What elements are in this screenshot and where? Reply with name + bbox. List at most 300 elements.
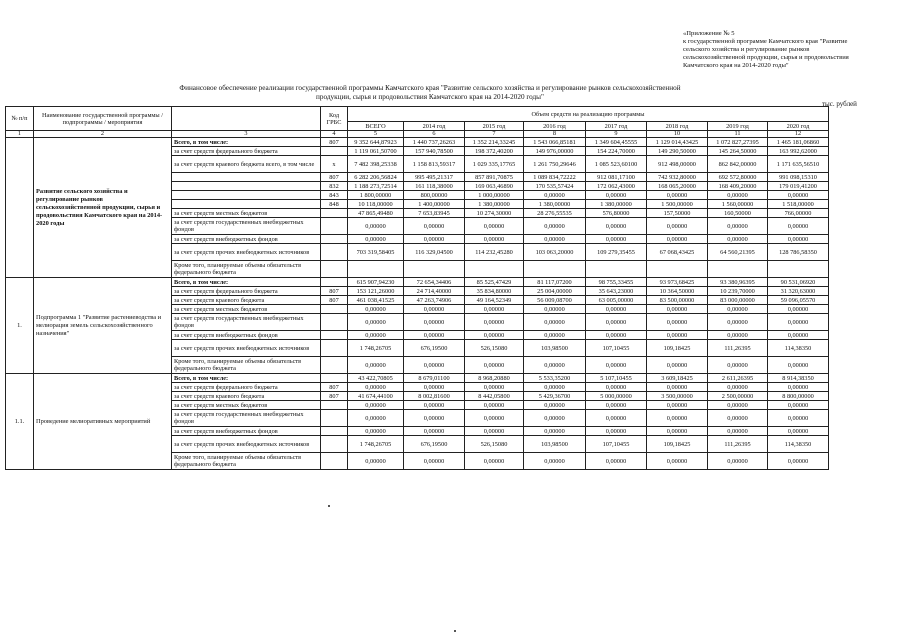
appendix-line: сельскохозяйственной продукции, сырья и продовольствия: [683, 54, 849, 61]
amount-cell: 0,00000: [404, 218, 465, 235]
amount-cell: 0,00000: [708, 427, 768, 436]
funding-source: за счет средств внебюджетных фондов: [172, 331, 321, 340]
funding-source: за счет средств внебюджетных фондов: [172, 235, 321, 244]
amount-cell: 0,00000: [404, 401, 465, 410]
amount-cell: 109,18425: [647, 436, 708, 453]
amount-cell: 0,00000: [348, 331, 404, 340]
grbs-code: [321, 331, 348, 340]
amount-cell: 0,00000: [647, 191, 708, 200]
amount-cell: 0,00000: [768, 218, 829, 235]
amount-cell: 0,00000: [404, 305, 465, 314]
amount-cell: 0,00000: [586, 305, 647, 314]
amount-cell: 8 800,00000: [768, 392, 829, 401]
amount-cell: 170 535,57424: [524, 182, 586, 191]
amount-cell: 0,00000: [465, 314, 524, 331]
funding-source: за счет средств государственных внебюджетных фондов: [172, 218, 321, 235]
grbs-code: 807: [321, 138, 348, 147]
amount-cell: 168 065,20000: [647, 182, 708, 191]
amount-cell: 103 063,20000: [524, 244, 586, 261]
amount-cell: 0,00000: [404, 357, 465, 374]
amount-cell: 103,98500: [524, 340, 586, 357]
amount-cell: 0,00000: [708, 453, 768, 470]
header-year: ВСЕГО: [348, 122, 404, 131]
grbs-code: х: [321, 156, 348, 173]
amount-cell: 0,00000: [465, 383, 524, 392]
amount-cell: [768, 261, 829, 278]
amount-cell: 179 019,41200: [768, 182, 829, 191]
amount-cell: 461 038,41525: [348, 296, 404, 305]
grbs-code: [321, 147, 348, 156]
amount-cell: 0,00000: [586, 453, 647, 470]
amount-cell: [708, 261, 768, 278]
amount-cell: 1 188 273,72514: [348, 182, 404, 191]
amount-cell: 56 009,08700: [524, 296, 586, 305]
amount-cell: 0,00000: [586, 357, 647, 374]
row-number: 1.1.: [6, 374, 34, 470]
amount-cell: [647, 261, 708, 278]
grbs-code: [321, 436, 348, 453]
column-index: 9: [586, 131, 647, 138]
table-row: [6, 278, 829, 287]
amount-cell: 0,00000: [647, 410, 708, 427]
title-line: Финансовое обеспечение реализации государственной программы Камчатского края "Развитие сельского хозяйства и регулирование рынков сельскохозяйственной: [179, 84, 681, 92]
amount-cell: 149 976,00000: [524, 147, 586, 156]
amount-cell: 47 263,74906: [404, 296, 465, 305]
funding-source: за счет средств местных бюджетов: [172, 401, 321, 410]
amount-cell: 1 072 827,27395: [708, 138, 768, 147]
row-number: [6, 138, 34, 278]
funding-source: за счет средств государственных внебюджетных фондов: [172, 314, 321, 331]
amount-cell: 0,00000: [524, 235, 586, 244]
amount-cell: 995 495,21317: [404, 173, 465, 182]
amount-cell: 857 891,70875: [465, 173, 524, 182]
amount-cell: 145 264,50000: [708, 147, 768, 156]
grbs-code: [321, 401, 348, 410]
amount-cell: 1 158 813,59317: [404, 156, 465, 173]
amount-cell: 0,00000: [647, 427, 708, 436]
amount-cell: 0,00000: [647, 401, 708, 410]
amount-cell: 0,00000: [708, 235, 768, 244]
amount-cell: 0,00000: [348, 357, 404, 374]
amount-cell: [586, 261, 647, 278]
amount-cell: 1 400,00000: [404, 200, 465, 209]
amount-cell: 0,00000: [465, 401, 524, 410]
header-blank: [172, 107, 321, 131]
funding-source: Всего, в том числе:: [172, 374, 321, 383]
amount-cell: 47 865,49480: [348, 209, 404, 218]
amount-cell: 49 164,52349: [465, 296, 524, 305]
title-line: продукции, сырья и продовольствия Камчатского края на 2014-2020 годы": [316, 93, 544, 101]
table-row: [6, 374, 829, 383]
amount-cell: 172 062,43000: [586, 182, 647, 191]
amount-cell: [465, 261, 524, 278]
amount-cell: 576,80000: [586, 209, 647, 218]
amount-cell: 1 440 737,26263: [404, 138, 465, 147]
funding-source: [172, 173, 321, 182]
grbs-code: 807: [321, 173, 348, 182]
amount-cell: 0,00000: [768, 427, 829, 436]
amount-cell: 1 129 014,43425: [647, 138, 708, 147]
amount-cell: 1 465 181,06860: [768, 138, 829, 147]
amount-cell: 8 442,05800: [465, 392, 524, 401]
amount-cell: 107,10455: [586, 340, 647, 357]
amount-cell: 0,00000: [768, 401, 829, 410]
amount-cell: 0,00000: [768, 453, 829, 470]
amount-cell: 64 560,21395: [708, 244, 768, 261]
column-index-row: [6, 131, 829, 138]
funding-source: за счет средств краевого бюджета: [172, 296, 321, 305]
amount-cell: 0,00000: [348, 453, 404, 470]
amount-cell: 0,00000: [465, 305, 524, 314]
amount-cell: 0,00000: [647, 383, 708, 392]
amount-cell: 0,00000: [465, 410, 524, 427]
amount-cell: 0,00000: [465, 357, 524, 374]
amount-cell: 0,00000: [647, 305, 708, 314]
amount-cell: 912 498,00000: [647, 156, 708, 173]
funding-source: за счет средств федерального бюджета: [172, 147, 321, 156]
amount-cell: 0,00000: [524, 453, 586, 470]
amount-cell: 10 118,00000: [348, 200, 404, 209]
amount-cell: 8 002,81600: [404, 392, 465, 401]
amount-cell: 0,00000: [404, 235, 465, 244]
funding-source: за счет средств местных бюджетов: [172, 305, 321, 314]
funding-source: за счет средств прочих внебюджетных источников: [172, 244, 321, 261]
amount-cell: 93 973,68425: [647, 278, 708, 287]
document-title: [150, 84, 710, 102]
row-number: 1.: [6, 278, 34, 374]
funding-source: [172, 200, 321, 209]
header-year: 2016 год: [524, 122, 586, 131]
amount-cell: 43 422,70805: [348, 374, 404, 383]
amount-cell: 0,00000: [465, 453, 524, 470]
funding-source: за счет средств федерального бюджета: [172, 287, 321, 296]
header-year: 2017 год: [586, 122, 647, 131]
amount-cell: 7 653,83945: [404, 209, 465, 218]
amount-cell: 157 940,78500: [404, 147, 465, 156]
amount-cell: 1 352 214,33245: [465, 138, 524, 147]
amount-cell: 1 171 635,56510: [768, 156, 829, 173]
amount-cell: 0,00000: [647, 235, 708, 244]
amount-cell: 742 932,80000: [647, 173, 708, 182]
amount-cell: 1 543 066,85181: [524, 138, 586, 147]
amount-cell: 0,00000: [404, 410, 465, 427]
appendix-line: «Приложение № 5: [683, 30, 735, 37]
amount-cell: 0,00000: [647, 357, 708, 374]
grbs-code: [321, 244, 348, 261]
amount-cell: 160,50000: [708, 209, 768, 218]
amount-cell: 41 674,44100: [348, 392, 404, 401]
amount-cell: 0,00000: [708, 191, 768, 200]
amount-cell: 7 482 398,25338: [348, 156, 404, 173]
amount-cell: 1 380,00000: [524, 200, 586, 209]
grbs-code: [321, 427, 348, 436]
amount-cell: 10 274,30000: [465, 209, 524, 218]
grbs-code: 848: [321, 200, 348, 209]
column-index: 11: [708, 131, 768, 138]
funding-source: за счет средств прочих внебюджетных источников: [172, 340, 321, 357]
grbs-code: 807: [321, 296, 348, 305]
amount-cell: 1 560,00000: [708, 200, 768, 209]
amount-cell: 153 121,26000: [348, 287, 404, 296]
amount-cell: 0,00000: [708, 331, 768, 340]
amount-cell: 1 500,00000: [647, 200, 708, 209]
amount-cell: 5 429,36700: [524, 392, 586, 401]
amount-cell: 103,98500: [524, 436, 586, 453]
amount-cell: 0,00000: [647, 314, 708, 331]
column-index: 2: [34, 131, 172, 138]
amount-cell: 0,00000: [768, 191, 829, 200]
amount-cell: 0,00000: [524, 357, 586, 374]
program-name: Проведение мелиоративных мероприятий: [34, 374, 172, 470]
header-year: 2020 год: [768, 122, 829, 131]
amount-cell: 0,00000: [708, 218, 768, 235]
amount-cell: 3 609,18425: [647, 374, 708, 383]
amount-cell: 0,00000: [404, 427, 465, 436]
funding-source: за счет средств краевого бюджета всего, в том числе: [172, 156, 321, 173]
amount-cell: 154 224,70000: [586, 147, 647, 156]
amount-cell: 0,00000: [708, 401, 768, 410]
funding-source: за счет средств федерального бюджета: [172, 383, 321, 392]
amount-cell: 8 968,20880: [465, 374, 524, 383]
amount-cell: 109,18425: [647, 340, 708, 357]
amount-cell: 0,00000: [348, 305, 404, 314]
amount-cell: 0,00000: [768, 235, 829, 244]
header-num: № п/п: [6, 107, 34, 131]
amount-cell: 59 096,05570: [768, 296, 829, 305]
column-index: 8: [524, 131, 586, 138]
amount-cell: 0,00000: [647, 218, 708, 235]
column-index: 6: [404, 131, 465, 138]
grbs-code: [321, 340, 348, 357]
amount-cell: 198 372,40200: [465, 147, 524, 156]
amount-cell: [524, 261, 586, 278]
amount-cell: 83 000,00000: [708, 296, 768, 305]
header-year: 2018 год: [647, 122, 708, 131]
amount-cell: 114,38350: [768, 340, 829, 357]
funding-source: за счет средств государственных внебюджетных фондов: [172, 410, 321, 427]
amount-cell: 1 748,26705: [348, 340, 404, 357]
amount-cell: 157,50000: [647, 209, 708, 218]
amount-cell: 0,00000: [524, 427, 586, 436]
amount-cell: 0,00000: [404, 314, 465, 331]
amount-cell: 0,00000: [586, 218, 647, 235]
grbs-code: [321, 410, 348, 427]
amount-cell: 0,00000: [465, 331, 524, 340]
amount-cell: 1 380,00000: [465, 200, 524, 209]
grbs-code: [321, 261, 348, 278]
amount-cell: 1 518,00000: [768, 200, 829, 209]
funding-source: за счет средств внебюджетных фондов: [172, 427, 321, 436]
amount-cell: 1 380,00000: [586, 200, 647, 209]
grbs-code: [321, 235, 348, 244]
amount-cell: 116 329,04500: [404, 244, 465, 261]
amount-cell: 0,00000: [524, 305, 586, 314]
scan-speck: [328, 505, 330, 507]
amount-cell: 0,00000: [348, 383, 404, 392]
column-index: 3: [172, 131, 321, 138]
amount-cell: 0,00000: [524, 331, 586, 340]
amount-cell: 0,00000: [768, 314, 829, 331]
amount-cell: 0,00000: [348, 218, 404, 235]
amount-cell: 1 800,00000: [348, 191, 404, 200]
amount-cell: 800,00000: [404, 191, 465, 200]
funding-source: [172, 182, 321, 191]
amount-cell: 0,00000: [404, 383, 465, 392]
amount-cell: 168 409,20000: [708, 182, 768, 191]
grbs-code: 807: [321, 287, 348, 296]
amount-cell: 1 748,26705: [348, 436, 404, 453]
amount-cell: 111,26395: [708, 340, 768, 357]
amount-cell: 0,00000: [708, 357, 768, 374]
amount-cell: 0,00000: [708, 383, 768, 392]
funding-source: за счет средств краевого бюджета: [172, 392, 321, 401]
amount-cell: 1 085 523,60100: [586, 156, 647, 173]
amount-cell: 526,15080: [465, 436, 524, 453]
amount-cell: 90 531,06920: [768, 278, 829, 287]
finance-table: [5, 106, 829, 470]
amount-cell: 114,38350: [768, 436, 829, 453]
amount-cell: [404, 261, 465, 278]
amount-cell: 28 276,55535: [524, 209, 586, 218]
amount-cell: 0,00000: [768, 410, 829, 427]
amount-cell: 85 525,47429: [465, 278, 524, 287]
amount-cell: 0,00000: [348, 427, 404, 436]
amount-cell: 676,19500: [404, 436, 465, 453]
amount-cell: 24 714,40000: [404, 287, 465, 296]
amount-cell: 114 232,45280: [465, 244, 524, 261]
amount-cell: 0,00000: [348, 314, 404, 331]
amount-cell: 0,00000: [708, 410, 768, 427]
amount-cell: 0,00000: [524, 401, 586, 410]
amount-cell: 0,00000: [586, 331, 647, 340]
amount-cell: 692 572,80000: [708, 173, 768, 182]
amount-cell: 35 834,80000: [465, 287, 524, 296]
grbs-code: [321, 278, 348, 287]
grbs-code: 807: [321, 392, 348, 401]
amount-cell: 0,00000: [647, 453, 708, 470]
amount-cell: 0,00000: [465, 235, 524, 244]
column-index: 10: [647, 131, 708, 138]
amount-cell: 9 352 644,87923: [348, 138, 404, 147]
amount-cell: 0,00000: [348, 410, 404, 427]
amount-cell: 8 914,38350: [768, 374, 829, 383]
header-year: 2014 год: [404, 122, 465, 131]
amount-cell: 10 364,50000: [647, 287, 708, 296]
grbs-code: [321, 453, 348, 470]
amount-cell: 72 654,34406: [404, 278, 465, 287]
amount-cell: 10 239,70000: [708, 287, 768, 296]
amount-cell: 5 107,10455: [586, 374, 647, 383]
column-index: 5: [348, 131, 404, 138]
amount-cell: 98 755,33455: [586, 278, 647, 287]
amount-cell: 169 063,46890: [465, 182, 524, 191]
amount-cell: 0,00000: [404, 331, 465, 340]
amount-cell: 0,00000: [768, 331, 829, 340]
amount-cell: 0,00000: [524, 383, 586, 392]
amount-cell: 0,00000: [524, 218, 586, 235]
amount-cell: 109 279,35455: [586, 244, 647, 261]
amount-cell: 0,00000: [768, 357, 829, 374]
amount-cell: 0,00000: [586, 383, 647, 392]
funding-source: Всего, в том числе:: [172, 278, 321, 287]
funding-source: [172, 191, 321, 200]
amount-cell: 703 319,58405: [348, 244, 404, 261]
grbs-code: [321, 218, 348, 235]
appendix-line: сельского хозяйства и регулирование рынков: [683, 46, 810, 53]
amount-cell: 63 005,00000: [586, 296, 647, 305]
grbs-code: 843: [321, 191, 348, 200]
amount-cell: 0,00000: [586, 314, 647, 331]
amount-cell: 1 089 834,72222: [524, 173, 586, 182]
grbs-code: 832: [321, 182, 348, 191]
amount-cell: 766,00000: [768, 209, 829, 218]
amount-cell: 128 786,58350: [768, 244, 829, 261]
program-name: Развитие сельского хозяйства и регулирование рынков сельскохозяйственной продукции, сырья и продовольствия Камчатского края на 2014-2020 годы: [34, 138, 172, 278]
funding-source: за счет средств местных бюджетов: [172, 209, 321, 218]
amount-cell: 0,00000: [586, 410, 647, 427]
funding-source: Кроме того, планируемые объемы обязательств федерального бюджета: [172, 357, 321, 374]
appendix-line: Камчатского края на 2014-2020 годы": [683, 62, 789, 69]
header-volume: Объем средств на реализацию программы: [348, 107, 829, 122]
column-index: 1: [6, 131, 34, 138]
amount-cell: 6 282 206,56824: [348, 173, 404, 182]
amount-cell: 163 992,62000: [768, 147, 829, 156]
column-index: 12: [768, 131, 829, 138]
funding-source: Кроме того, планируемые объемы обязательств федерального бюджета: [172, 453, 321, 470]
amount-cell: 676,19500: [404, 340, 465, 357]
header-row: [6, 107, 829, 122]
amount-cell: 67 068,43425: [647, 244, 708, 261]
amount-cell: 0,00000: [708, 305, 768, 314]
amount-cell: 862 842,00000: [708, 156, 768, 173]
amount-cell: 149 290,50000: [647, 147, 708, 156]
amount-cell: 991 098,15310: [768, 173, 829, 182]
amount-cell: 93 380,96395: [708, 278, 768, 287]
amount-cell: 0,00000: [348, 235, 404, 244]
funding-source: за счет средств прочих внебюджетных источников: [172, 436, 321, 453]
amount-cell: 2 500,00000: [708, 392, 768, 401]
amount-cell: 1 029 335,17765: [465, 156, 524, 173]
amount-cell: 0,00000: [768, 383, 829, 392]
amount-cell: 1 261 750,29646: [524, 156, 586, 173]
program-name: Подпрограмма 1 "Развитие растениеводства и мелиорация земель сельскохозяйственного назначения": [34, 278, 172, 374]
amount-cell: 5 533,35200: [524, 374, 586, 383]
amount-cell: 912 081,17100: [586, 173, 647, 182]
appendix-note: [683, 30, 893, 70]
grbs-code: 807: [321, 383, 348, 392]
amount-cell: 3 500,00000: [647, 392, 708, 401]
column-index: 7: [465, 131, 524, 138]
header-grbs: Код ГРБС: [321, 107, 348, 131]
amount-cell: 111,26395: [708, 436, 768, 453]
amount-cell: 107,10455: [586, 436, 647, 453]
amount-cell: 161 118,38000: [404, 182, 465, 191]
amount-cell: 83 500,00000: [647, 296, 708, 305]
amount-cell: 81 117,07200: [524, 278, 586, 287]
amount-cell: 35 643,23000: [586, 287, 647, 296]
amount-cell: 615 907,94230: [348, 278, 404, 287]
amount-cell: 31 320,63000: [768, 287, 829, 296]
header-year: 2015 год: [465, 122, 524, 131]
amount-cell: 8 679,01100: [404, 374, 465, 383]
amount-cell: 0,00000: [465, 427, 524, 436]
unit-label: тыс. рублей: [822, 100, 857, 108]
amount-cell: 0,00000: [524, 410, 586, 427]
amount-cell: 0,00000: [768, 305, 829, 314]
scan-speck: [454, 630, 456, 632]
amount-cell: 0,00000: [586, 427, 647, 436]
grbs-code: [321, 374, 348, 383]
